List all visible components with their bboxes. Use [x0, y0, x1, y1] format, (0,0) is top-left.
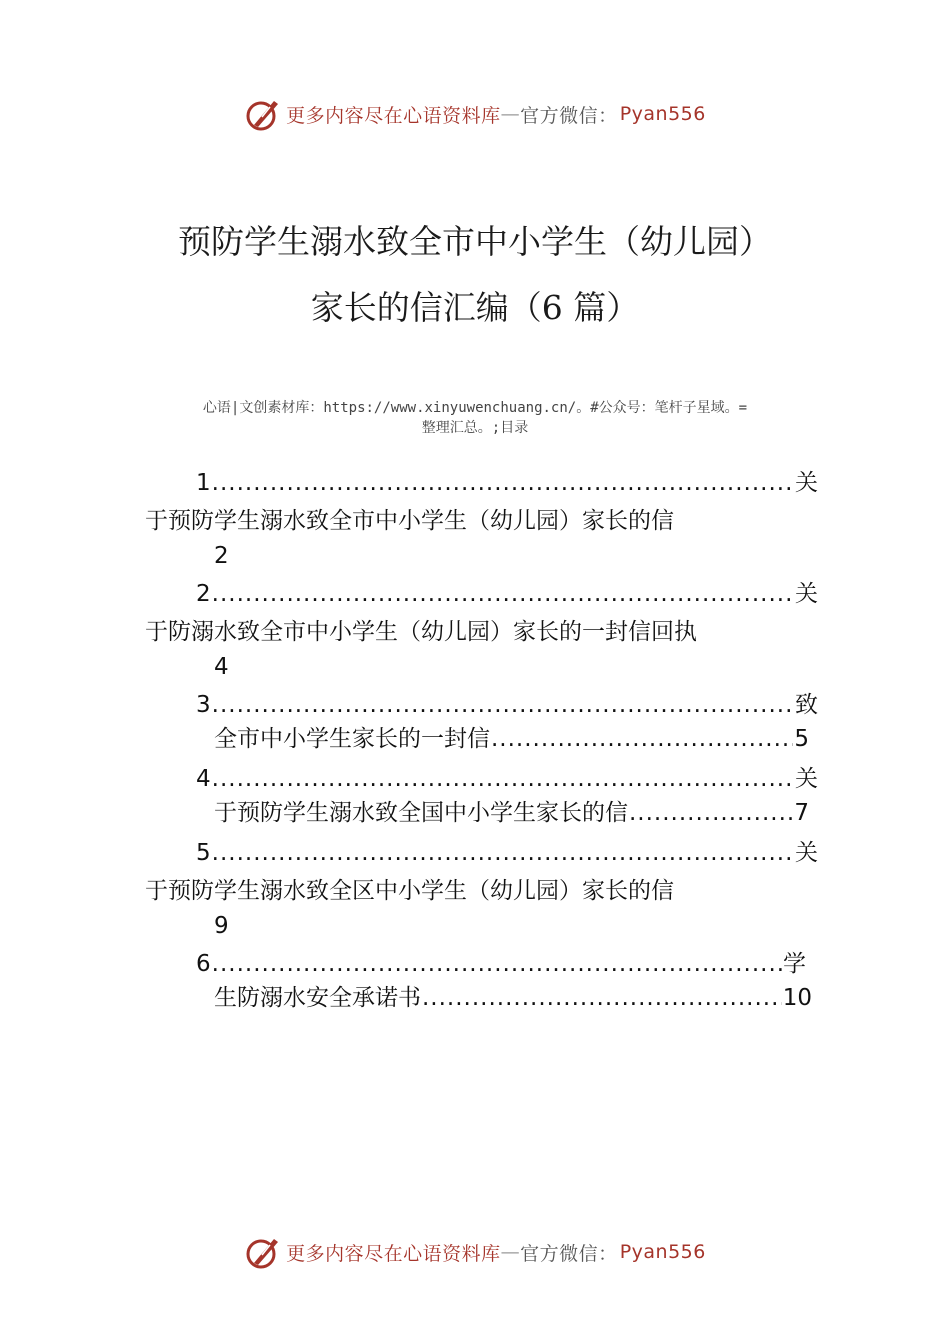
toc-entry-6[interactable] — [196, 949, 806, 979]
document-title-line-2: 家长的信汇编（6 篇） — [310, 288, 640, 327]
toc-entry-number: 4 — [196, 766, 211, 792]
toc-entry-title: 于预防学生溺水致全国中小学生家长的信 — [214, 800, 628, 826]
toc-entry-page: 10 — [782, 985, 812, 1011]
footer-watermark — [0, 1230, 950, 1274]
toc-entry-2[interactable] — [196, 579, 818, 609]
document-title-line-1: 预防学生溺水致全市中小学生（幼儿园） — [178, 222, 772, 261]
toc-leader-dots — [212, 579, 794, 609]
toc-entry-title[interactable]: 于预防学生溺水致全市中小学生（幼儿园）家长的信 — [145, 508, 674, 534]
watermark-wechat-label: 官方微信： — [520, 1242, 618, 1265]
toc-entry-head: 致 — [795, 692, 818, 718]
toc-entry-head: 关 — [795, 840, 818, 866]
toc-entry-1[interactable] — [196, 468, 818, 498]
toc-leader-dots — [491, 724, 793, 754]
toc-entry-head: 关 — [795, 581, 818, 607]
toc-entry-page: 5 — [794, 726, 809, 752]
toc-leader-dots — [212, 838, 794, 868]
source-note-line-1: 心语|文创素材库：https://www.xinyuwenchuang.cn/。#公众号：笔杆子星域。= — [202, 400, 748, 416]
toc-entry-4-title-row[interactable] — [214, 798, 809, 828]
toc-entry-title[interactable]: 于预防学生溺水致全区中小学生（幼儿园）家长的信 — [145, 878, 674, 904]
toc-leader-dots — [212, 468, 794, 498]
toc-leader-dots — [212, 690, 794, 720]
toc-entry-head: 学 — [783, 951, 806, 977]
source-note-line-2: 整理汇总。;目录 — [421, 420, 529, 436]
watermark-library-text: 更多内容尽在心语资料库 — [286, 104, 501, 127]
toc-entry-5[interactable] — [196, 838, 818, 868]
toc-entry-3[interactable] — [196, 690, 818, 720]
watermark-dash: — — [500, 1241, 521, 1263]
toc-entry-page: 9 — [214, 913, 229, 939]
toc-entry-title[interactable]: 于防溺水致全市中小学生（幼儿园）家长的一封信回执 — [145, 619, 697, 645]
toc-entry-3-title-row[interactable] — [214, 724, 809, 754]
watermark-wechat-id: Pyan556 — [619, 1241, 706, 1263]
watermark-dash: — — [500, 103, 521, 125]
toc-entry-head: 关 — [795, 470, 818, 496]
toc-entry-number: 6 — [196, 951, 211, 977]
toc-leader-dots — [629, 798, 793, 828]
toc-entry-number: 5 — [196, 840, 211, 866]
toc-leader-dots — [422, 983, 782, 1013]
toc-leader-dots — [212, 764, 794, 794]
toc-entry-6-title-row[interactable] — [214, 983, 812, 1013]
toc-entry-number: 2 — [196, 581, 211, 607]
toc-entry-head: 关 — [795, 766, 818, 792]
watermark-wechat-label: 官方微信： — [520, 104, 618, 127]
toc-entry-page: 4 — [214, 654, 229, 680]
watermark-library-text: 更多内容尽在心语资料库 — [286, 1242, 501, 1265]
toc-entry-title: 全市中小学生家长的一封信 — [214, 726, 490, 752]
toc-entry-4[interactable] — [196, 764, 818, 794]
toc-leader-dots — [212, 949, 782, 979]
toc-entry-number: 1 — [196, 470, 211, 496]
toc-entry-title: 生防溺水安全承诺书 — [214, 985, 421, 1011]
watermark-wechat-id: Pyan556 — [619, 103, 706, 125]
quill-pen-logo-icon — [244, 1233, 282, 1271]
toc-entry-page: 7 — [794, 800, 809, 826]
toc-entry-page: 2 — [214, 543, 229, 569]
toc-entry-number: 3 — [196, 692, 211, 718]
